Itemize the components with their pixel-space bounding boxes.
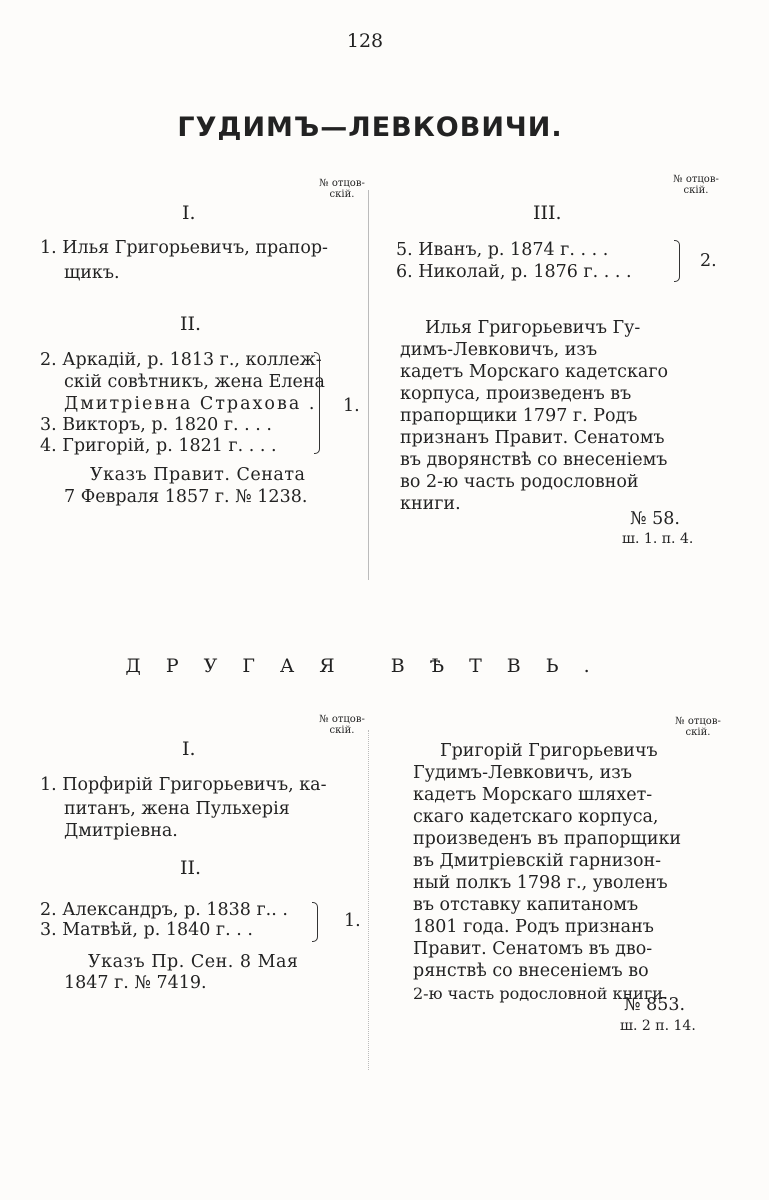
bio-line: прапорщики 1797 г. Родъ [400,406,638,426]
bio-line: димъ-Левковичъ, изъ [400,340,598,360]
bio-line: Илья Григорьевичъ Гу- [425,318,641,338]
decree-text: 7 Февраля 1857 г. № 1238. [64,487,308,507]
record-number: № 58. [630,509,680,529]
entry-line: 3. Матвѣй, р. 1840 г. . . [40,920,253,940]
branch-title: ДРУГАЯ ВѢТВЬ. [125,655,615,677]
column-header-left-1: № отцов- скій. [319,178,365,200]
parent-number: 1. [343,396,360,416]
entry-line: 2. Александръ, р. 1838 г.. . [40,900,288,920]
bio-line: Григорій Григорьевичъ [440,741,658,761]
entry-line: 6. Николай, р. 1876 г. . . . [396,262,632,282]
column-header-right-2: № отцов- скій. [675,716,721,738]
bio-line: во 2-ю часть родословной [400,472,639,492]
bio-line: корпуса, произведенъ въ [400,384,632,404]
parent-number: 1. [344,911,361,931]
entry-line: питанъ, жена Пульхерія [64,799,290,819]
parent-number: 2. [700,251,717,271]
bio-line: Правит. Сенатомъ въ дво- [413,939,653,959]
bio-line: въ отставку капитаномъ [413,895,639,915]
bio-line: произведенъ въ прапорщики [413,829,682,849]
decree-text: Указъ Правит. Сената [90,465,306,485]
generation-roman-III: III. [533,202,562,224]
entry-line: щикъ. [64,263,120,283]
entry-line: 5. Иванъ, р. 1874 г. . . . [396,240,609,260]
bio-line: Гудимъ-Левковичъ, изъ [413,763,632,783]
column-divider-2 [368,730,369,1070]
generation-roman-II: II. [180,313,202,335]
generation-roman-II: II. [180,857,202,879]
bio-line: книги. [400,494,461,514]
entry-line: Дмитріевна Страхова . [64,394,317,414]
decree-text: 1847 г. № 7419. [64,973,207,993]
entry-line: 1. Илья Григорьевичъ, прапор- [40,238,328,258]
bio-line: признанъ Правит. Сенатомъ [400,428,665,448]
page-number: 128 [346,30,384,52]
bio-line: 1801 года. Родъ признанъ [413,917,654,937]
column-header-left-2: № отцов- скій. [319,714,365,736]
entry-line: 2. Аркадій, р. 1813 г., коллеж- [40,350,322,370]
bio-line: въ дворянствѣ со внесеніемъ [400,450,668,470]
bio-line: рянствѣ со внесеніемъ во [413,961,649,981]
bio-line: кадетъ Морскаго кадетскаго [400,362,669,382]
bio-line: скаго кадетскаго корпуса, [413,807,659,827]
record-number: № 853. [624,995,686,1015]
entry-line: скій совѣтникъ, жена Елена [64,372,325,392]
bracket [314,352,320,454]
entry-line: 4. Григорій, р. 1821 г. . . . [40,436,277,456]
bio-line: въ Дмитріевскій гарнизон- [413,851,662,871]
entry-line: Дмитріевна. [64,821,178,841]
column-header-right-1: № отцов- скій. [673,174,719,196]
column-divider-1 [368,190,369,580]
bracket [312,902,318,942]
bracket [674,240,680,282]
bio-line: ный полкъ 1798 г., уволенъ [413,873,668,893]
generation-roman-I: I. [182,202,196,224]
bio-line: 2-ю часть родословной книги. [413,984,668,1003]
record-reference: ш. 2 п. 14. [620,1018,696,1034]
decree-text: Указъ Пр. Сен. 8 Мая [88,952,299,972]
entry-line: 1. Порфирій Григорьевичъ, ка- [40,775,327,795]
entry-line: 3. Викторъ, р. 1820 г. . . . [40,415,272,435]
page-title: ГУДИМЪ—ЛЕВКОВИЧИ. [177,112,563,143]
bio-line: кадетъ Морскаго шляхет- [413,785,653,805]
record-reference: ш. 1. п. 4. [622,531,694,547]
generation-roman-I: I. [182,738,196,760]
